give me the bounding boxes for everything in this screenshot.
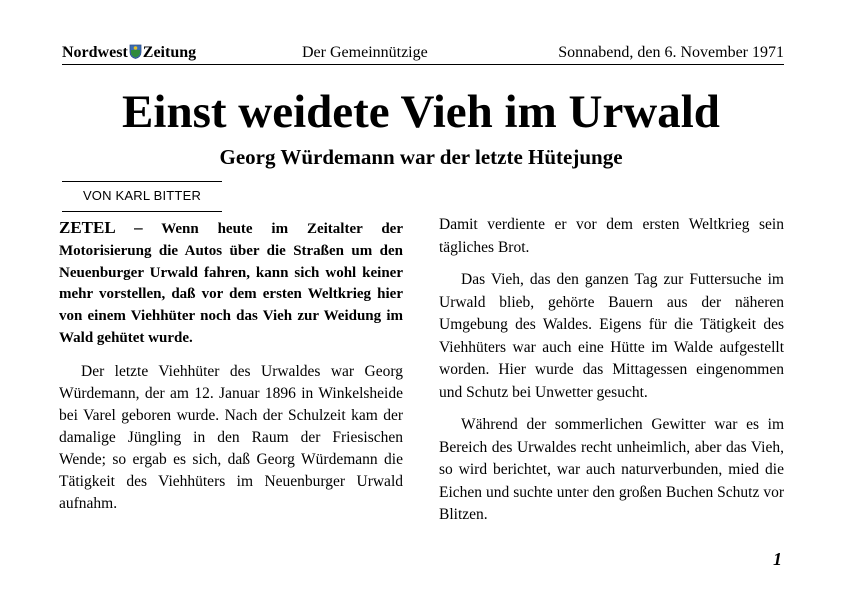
section-name: Der Gemeinnützige xyxy=(302,44,428,61)
body-paragraph: Das Vieh, das den ganzen Tag zur Futtersuche im Urwald blieb, gehörte Bauern aus der näheren Umgebung des Waldes. Eigens für die Tätigkeit des Viehhüters war auch eine Hütte im Walde aufgestellt worden. Hier wurde das Mittagessen eingenommen und Schutz bei Unwetter gesucht. xyxy=(439,271,784,401)
issue-date: Sonnabend, den 6. November 1971 xyxy=(558,44,784,61)
masthead-right: Zeitung xyxy=(142,44,197,61)
byline: VON KARL BITTER xyxy=(82,188,202,203)
lead-text: Wenn heute im Zeitalter der Motorisierung die Autos über die Straßen um den Neuenburger Urwald fahren, kann sich wohl keiner mehr vorstellen, daß vor dem ersten Weltkrieg hier von einem Viehhüter noch das Vieh zur Weidung im Wald gehütet wurde. xyxy=(59,221,403,346)
body-paragraph: Der letzte Viehhüter des Urwaldes war Georg Würdemann, der am 12. Januar 1896 in Winkelsheide bei Varel geboren wurde. Nach der Schulzeit kam der damalige Jüngling in den Raum der Friesischen Wende; so ergab es sich, daß Georg Würdemann die Tätigkeit des Viehhüters im Neuenburger Urwald aufnahm. xyxy=(59,362,403,512)
byline-rule-bottom xyxy=(62,211,222,212)
page-header xyxy=(62,43,784,65)
article-column-left xyxy=(59,217,403,515)
article-column-right xyxy=(439,214,784,527)
page-number: 1 xyxy=(773,549,782,569)
dateline: ZETEL – xyxy=(59,218,143,237)
masthead-logo xyxy=(62,43,196,65)
byline-rule-top xyxy=(62,181,222,182)
masthead-left: Nordwest xyxy=(62,44,128,61)
headline: Einst weidete Vieh im Urwald xyxy=(122,86,720,138)
header-rule xyxy=(62,64,784,65)
lead-paragraph xyxy=(59,217,403,350)
crest-icon xyxy=(129,44,142,65)
body-paragraph: Damit verdiente er vor dem ersten Weltkrieg sein tägliches Brot. xyxy=(439,216,784,256)
subheadline: Georg Würdemann war der letzte Hütejunge xyxy=(219,145,623,169)
body-paragraph: Während der sommerlichen Gewitter war es im Bereich des Urwaldes recht unheimlich, aber das Vieh, so wird berichtet, war auch naturverbunden, mied die Eichen und suchte unter den großen Buchen Schutz vor Blitzen. xyxy=(439,416,784,523)
